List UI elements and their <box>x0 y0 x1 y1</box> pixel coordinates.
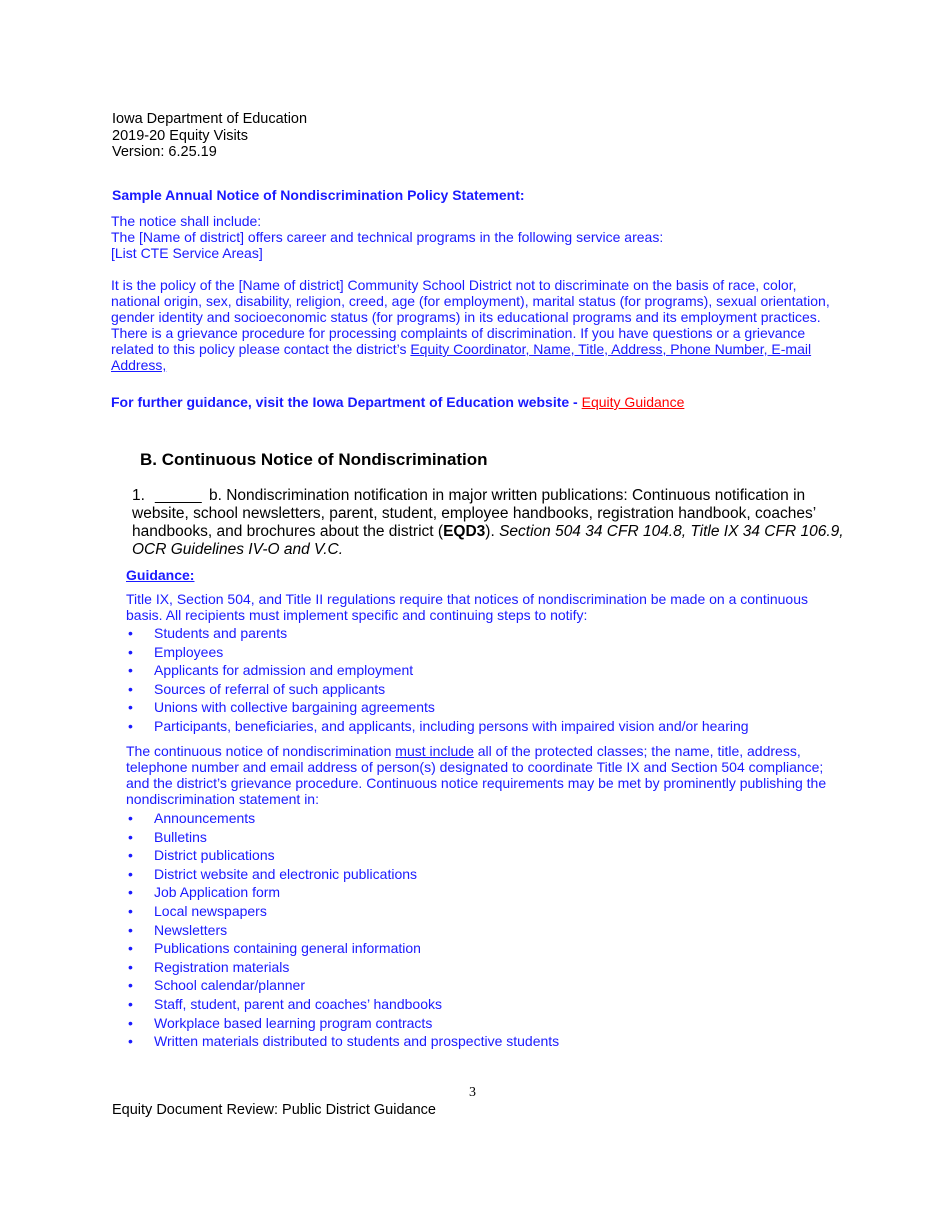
bullet-icon: • <box>128 625 133 641</box>
list-item <box>126 718 749 737</box>
bullet-icon: • <box>128 1033 133 1050</box>
header-org: Iowa Department of Education <box>112 111 308 127</box>
list-item <box>126 903 559 922</box>
list-item-text: Students and parents <box>154 625 288 641</box>
guidance-intro: Title IX, Section 504, and Title II regulations require that notices of nondiscrimination be made on a continuous basis. All recipients must implement specific and continuing steps to notify: <box>126 591 808 623</box>
bullet-icon: • <box>128 662 133 679</box>
bullet-icon: • <box>128 977 133 994</box>
bullet-icon: • <box>128 699 133 716</box>
continuous-post: all of the protected classes; the name, title, address, telephone number and email address of person(s) designated to coordinate Title IX and Section 504 compliance; and the district’s grievance procedure. Continuous notice requirements may be met by prominently publishing the nondiscrimination statement in: <box>126 743 827 807</box>
bullet-icon: • <box>128 828 133 845</box>
bullet-icon: • <box>128 680 133 697</box>
bullet-icon: • <box>128 902 133 919</box>
list-item-text: Participants, beneficiaries, and applicants, including persons with impaired vision and/or hearing <box>154 717 749 734</box>
list-item <box>126 977 559 996</box>
cte-service-areas-line: [List CTE Service Areas] <box>111 245 263 261</box>
list-item <box>126 681 749 700</box>
list-item <box>126 644 749 663</box>
header-version: Version: 6.25.19 <box>112 144 217 160</box>
bullet-icon: • <box>128 717 133 734</box>
publish-list <box>126 810 559 1052</box>
list-item <box>126 662 749 681</box>
document-header <box>112 111 307 161</box>
list-item-text: District publications <box>154 847 275 864</box>
bullet-icon: • <box>128 1014 133 1031</box>
cte-programs-line: The [Name of district] offers career and technical programs in the following service areas: <box>111 229 664 245</box>
notice-include-block <box>111 213 663 261</box>
equity-guidance-link[interactable]: Equity Guidance <box>581 394 685 410</box>
page-footer: Equity Document Review: Public District Guidance <box>112 1102 436 1118</box>
list-item-text: Publications containing general information <box>154 940 421 957</box>
item-close: ). <box>485 523 500 540</box>
list-item <box>126 847 559 866</box>
page-number: 3 <box>469 1085 476 1100</box>
list-item <box>126 866 559 885</box>
list-item-text: Staff, student, parent and coaches’ handbooks <box>154 995 442 1012</box>
notify-list <box>126 625 749 737</box>
bullet-icon: • <box>128 810 133 826</box>
item-code: EQD3 <box>443 523 486 540</box>
bullet-icon: • <box>128 940 133 957</box>
item-description: b. Nondiscrimination notification in major written publications: Continuous notification in website, school newsletters, parent, student, employee handbooks, registration handbook, coaches’ handbooks, and brochures about the district ( <box>132 487 816 540</box>
list-item-text: Written materials distributed to students and prospective students <box>154 1033 560 1050</box>
bullet-icon: • <box>128 995 133 1012</box>
bullet-icon: • <box>128 643 133 660</box>
bullet-icon: • <box>128 847 133 864</box>
sample-notice-heading: Sample Annual Notice of Nondiscrimination Policy Statement: <box>112 187 525 203</box>
list-item-text: School calendar/planner <box>154 977 305 994</box>
list-item <box>126 625 749 644</box>
list-item-text: Applicants for admission and employment <box>154 662 414 679</box>
continuous-notice-paragraph <box>126 743 846 807</box>
list-item-text: Workplace based learning program contracts <box>154 1014 433 1031</box>
list-item-text: Newsletters <box>154 921 228 938</box>
list-item <box>126 922 559 941</box>
item-citation: Section 504 34 CFR 104.8, Title IX 34 CFR 106.9, OCR Guidelines IV-O and V.C. <box>132 523 844 558</box>
policy-statement <box>111 277 846 373</box>
bullet-icon: • <box>128 921 133 938</box>
list-item-text: District website and electronic publications <box>154 865 418 882</box>
list-item <box>126 959 559 978</box>
list-item <box>126 699 749 718</box>
list-item-text: Unions with collective bargaining agreements <box>154 699 435 716</box>
item-number: 1. <box>132 487 145 504</box>
bullet-icon: • <box>128 884 133 901</box>
list-item-text: Bulletins <box>154 828 207 845</box>
item-blank: ______ <box>154 487 201 504</box>
header-title: 2019-20 Equity Visits <box>112 127 248 144</box>
list-item <box>126 884 559 903</box>
list-item <box>126 810 559 829</box>
list-item-text: Registration materials <box>154 958 290 975</box>
list-item <box>126 1015 559 1034</box>
equity-coordinator-contact: Equity Coordinator, Name, Title, Address, Phone Number, E-mail Address, <box>111 341 812 373</box>
checklist-item-eqd3 <box>132 487 862 559</box>
list-item-text: Job Application form <box>154 884 281 901</box>
further-guidance <box>111 394 684 410</box>
policy-text: It is the policy of the [Name of district] Community School District not to discriminate on the basis of race, color, national origin, sex, disability, religion, creed, age (for employment), marital status (for programs), sexual orientation, gender identity and socioeconomic status (for programs) in its educational programs and its employment practices. There is a grievance procedure for processing complaints of discrimination. If you have questions or a grievance related to this policy please contact the district’s <box>111 277 830 357</box>
bullet-icon: • <box>128 865 133 882</box>
notice-include-line: The notice shall include: <box>111 213 262 229</box>
list-item <box>126 829 559 848</box>
list-item <box>126 1033 559 1052</box>
bullet-icon: • <box>128 958 133 975</box>
continuous-pre: The continuous notice of nondiscrimination <box>126 743 396 759</box>
list-item <box>126 940 559 959</box>
list-item-text: Sources of referral of such applicants <box>154 680 386 697</box>
list-item-text: Announcements <box>154 810 256 826</box>
guidance-label: Guidance: <box>126 567 195 583</box>
list-item-text: Employees <box>154 643 224 660</box>
list-item <box>126 996 559 1015</box>
list-item-text: Local newspapers <box>154 902 267 919</box>
must-include-emphasis: must include <box>395 743 474 759</box>
further-guidance-text: For further guidance, visit the Iowa Department of Education website - <box>111 394 582 410</box>
section-b-title: B. Continuous Notice of Nondiscrimination <box>140 450 488 469</box>
